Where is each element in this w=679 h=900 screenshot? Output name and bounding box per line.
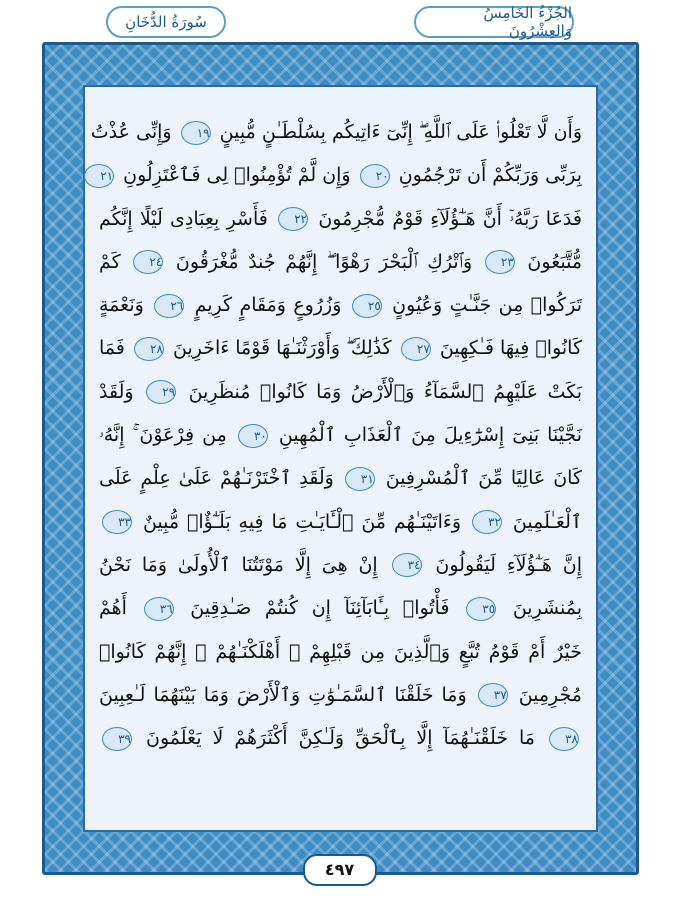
verse-text: مُّتَّبَعُونَ: [527, 250, 583, 273]
verse-text: خَيْرٌ أَمْ قَوْمُ تُبَّعٍ وَٱلَّذِينَ مِن قَبْلِهِمْ ۚ أَهْلَكْنَـٰهُمْ ۖ إِنَّهُمْ كَانُوا۟: [99, 640, 582, 663]
verse-text: إِنَّ هَـٰٓؤُلَآءِ لَيَقُولُونَ: [435, 553, 582, 576]
verse-text: إِنْ هِىَ إِلَّا مَوْتَتُنَا ٱلْأُولَىٰ وَمَا نَحْنُ: [99, 553, 378, 576]
verse-text: بِمُنشَرِينَ: [512, 597, 583, 620]
verse-text: وَلَقَدِ ٱخْتَرْنَـٰهُمْ عَلَىٰ عِلْمٍ عَلَى: [99, 467, 334, 490]
ayah-number-marker: ٢٨: [134, 337, 164, 361]
verse-text: فَأَسْرِ بِعِبَادِى لَيْلًا إِنَّكُم: [99, 207, 268, 230]
text-line: [99, 717, 582, 760]
ayah-number-marker: ٣٢: [472, 510, 502, 534]
juz-label: الجُزْءُ الخَامِسُ وَالعِشْرُونَ: [414, 6, 574, 38]
text-line: [99, 327, 582, 370]
verse-text: فَدَعَا رَبَّهُۥٓ أَنَّ هَـٰٓؤُلَآءِ قَوْمٌ مُّجْرِمُونَ: [318, 207, 582, 230]
verse-text: مِن فِرْعَوْنَ ۚ إِنَّهُۥ: [99, 424, 227, 447]
ornamental-frame: [42, 42, 639, 875]
page-number: ٤٩٧: [303, 854, 377, 886]
verse-text: بَكَتْ عَلَيْهِمُ ٱلسَّمَآءُ وَٱلْأَرْضُ وَمَا كَانُوا۟ مُنظَرِينَ: [188, 380, 582, 403]
ayah-number-marker: ٢٩: [146, 380, 176, 404]
verse-text: كَذَٰلِكَ ۖ وَأَوْرَثْنَـٰهَا قَوْمًا ءَاخَرِينَ: [172, 337, 392, 360]
verse-text: وَأَن لَّا تَعْلُوا۟ عَلَى ٱللَّهِ ۖ إِنِّىٓ ءَاتِيكُم بِسُلْطَـٰنٍ مُّبِينٍ: [219, 121, 582, 143]
ayah-number-marker: ١٩: [181, 121, 211, 145]
ayah-number-marker: ٣٨: [549, 727, 579, 751]
ayah-number-marker: ٢٣: [485, 250, 515, 274]
verse-text: وَمَا خَلَقْنَا ٱلسَّمَـٰوَٰتِ وَٱلْأَرْضَ وَمَا بَيْنَهُمَا لَـٰعِبِينَ: [99, 683, 467, 706]
text-line: [99, 154, 582, 197]
text-line: [99, 241, 582, 284]
quran-text-area: [83, 85, 598, 832]
text-line: [99, 631, 582, 674]
verse-text: مَا خَلَقْنَـٰهُمَآ إِلَّا بِٱلْحَقِّ وَلَـٰكِنَّ أَكْثَرَهُمْ لَا يَعْلَمُونَ: [146, 727, 535, 750]
verse-text: وَزُرُوعٍ وَمَقَامٍ كَرِيمٍ: [194, 294, 342, 317]
text-line: [99, 371, 582, 414]
verse-text: فَأْتُوا۟ بِـَٔابَآئِنَآ إِن كُنتُمْ صَـٰدِقِينَ: [190, 597, 450, 620]
verse-text: وَنَعْمَةٍ: [99, 294, 144, 317]
verse-text: بِرَبِّى وَرَبِّكُمْ أَن تَرْجُمُونِ: [398, 164, 582, 187]
text-line: [99, 674, 582, 717]
ayah-number-marker: ٢٠: [360, 164, 390, 188]
text-line: [99, 414, 582, 457]
text-line: [99, 457, 582, 500]
ayah-number-marker: ٢٤: [133, 250, 163, 274]
ayah-number-marker: ٢٧: [401, 337, 431, 361]
verse-text: تَرَكُوا۟ مِن جَنَّـٰتٍ وَعُيُونٍ: [392, 294, 582, 317]
verse-text: وَإِن لَّمْ تُؤْمِنُوا۟ لِى فَٱعْتَزِلُونِ: [123, 164, 351, 187]
verse-text: نَجَّيْنَا بَنِىٓ إِسْرَٰٓءِيلَ مِنَ ٱلْعَذَابِ ٱلْمُهِينِ: [278, 424, 582, 447]
text-line: [99, 544, 582, 587]
verse-text: وَٱتْرُكِ ٱلْبَحْرَ رَهْوًا ۖ إِنَّهُمْ جُندٌ مُّغْرَقُونَ: [175, 250, 473, 273]
ayah-number-marker: ٣٩: [102, 727, 132, 751]
ayah-number-marker: ٣٤: [392, 553, 422, 577]
verse-text: فَمَا: [99, 337, 125, 360]
ayah-number-marker: ٢٢: [278, 207, 308, 231]
surah-label: سُورَةُ الدُّخَانِ: [106, 6, 226, 38]
ayah-number-marker: ٣٣: [102, 510, 132, 534]
ayah-number-marker: ٣٦: [144, 597, 174, 621]
ayah-number-marker: ٣٠: [238, 424, 268, 448]
verse-text: وَإِنِّى عُذْتُ: [90, 121, 172, 143]
ayah-number-marker: ٣٧: [478, 683, 508, 707]
verse-text: كَمْ: [99, 250, 121, 273]
text-line: [99, 587, 582, 630]
verse-text: ٱلْعَـٰلَمِينَ: [512, 510, 583, 533]
verse-text: وَلَقَدْ: [99, 380, 134, 403]
ayah-number-marker: ٢٦: [154, 294, 184, 318]
verse-text: كَانُوا۟ فِيهَا فَـٰكِهِينَ: [439, 337, 583, 360]
text-line: [99, 198, 582, 241]
verse-text: أَهُمْ: [99, 597, 127, 620]
ayah-number-marker: ٣١: [345, 467, 375, 491]
text-line: [90, 111, 582, 154]
verse-text: وَءَاتَيْنَـٰهُم مِّنَ ٱلْـَٔايَـٰتِ مَا فِيهِ بَلَـٰٓؤٌا۟ مُّبِينٌ: [142, 510, 462, 533]
verse-text: مُجْرِمِينَ: [518, 683, 582, 706]
ayah-number-marker: ٢١: [84, 164, 114, 188]
verse-text: كَانَ عَالِيًا مِّنَ ٱلْمُسْرِفِينَ: [385, 467, 582, 490]
text-line: [99, 501, 582, 544]
ayah-number-marker: ٢٥: [352, 294, 382, 318]
ayah-number-marker: ٣٥: [466, 597, 496, 621]
text-line: [99, 284, 582, 327]
